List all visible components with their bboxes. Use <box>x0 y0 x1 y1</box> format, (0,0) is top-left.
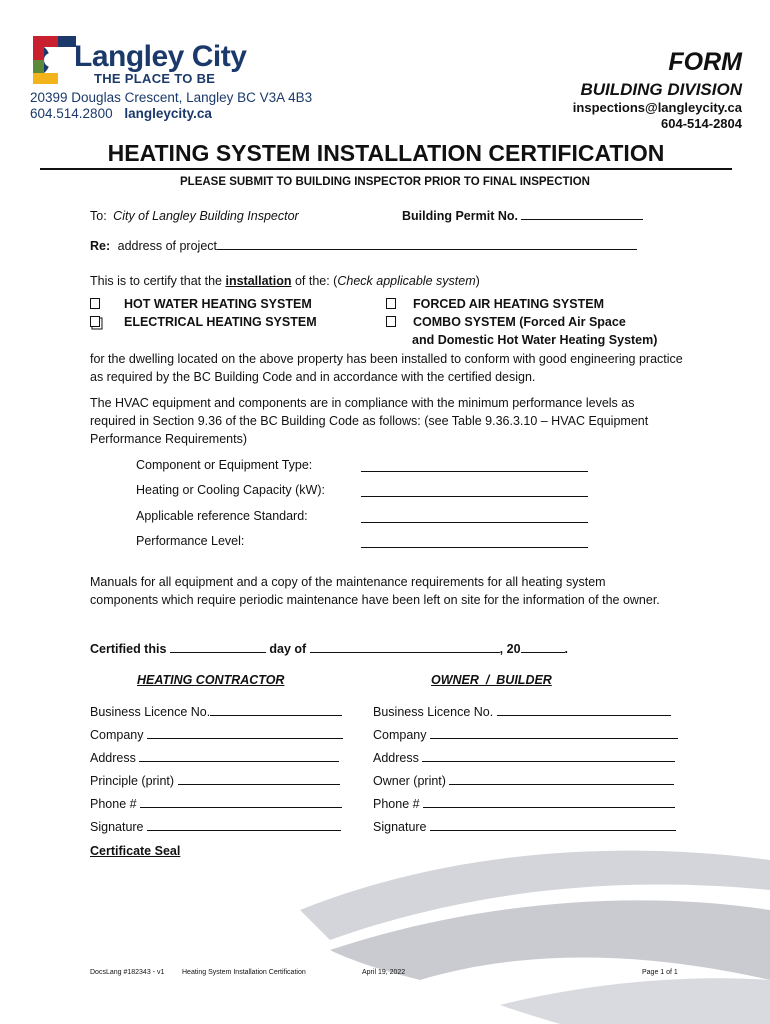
forced-air-checkbox[interactable] <box>386 298 396 309</box>
re-label: Re: <box>90 239 111 253</box>
owner-licence-row <box>373 705 683 728</box>
contractor-licence-label: Business Licence No. <box>90 705 211 719</box>
permit-label: Building Permit No. <box>402 209 518 223</box>
langley-city-logo-icon <box>30 33 80 87</box>
field-label-capacity: Heating or Cooling Capacity (kW): <box>136 483 325 497</box>
certify-prefix: This is to certify that the <box>90 274 222 288</box>
contractor-principle-field[interactable] <box>178 784 340 785</box>
combo-checkbox[interactable] <box>386 316 396 327</box>
owner-signature-field[interactable] <box>430 830 676 831</box>
certificate-seal-label: Certificate Seal <box>90 844 181 858</box>
certify-installation: installation <box>225 274 292 288</box>
contractor-company-label: Company <box>90 728 144 742</box>
manuals-paragraph: Manuals for all equipment and a copy of the maintenance requirements for all heating system components which require periodic maintenance have been left on site for the information of the owner. <box>90 575 660 607</box>
owner-licence-field[interactable] <box>497 715 671 716</box>
re-value: address of project <box>117 239 217 253</box>
footer-doc-name: Heating System Installation Certification <box>182 969 306 976</box>
owner-signature-label: Signature <box>373 820 427 834</box>
logo-name: Langley City <box>74 40 247 73</box>
field-label-standard: Applicable reference Standard: <box>136 509 308 523</box>
to-line <box>90 209 299 223</box>
component-type-field[interactable] <box>361 458 588 472</box>
owner-phone-label: Phone # <box>373 797 420 811</box>
contractor-principle-label: Principle (print) <box>90 774 175 788</box>
division-label: BUILDING DIVISION <box>580 80 742 99</box>
title-underline <box>40 140 732 170</box>
city-contact <box>30 106 212 121</box>
owner-licence-label: Business Licence No. <box>373 705 494 719</box>
division-phone: 604-514-2804 <box>661 116 742 131</box>
owner-print-field[interactable] <box>449 784 674 785</box>
certified-period: . <box>564 642 569 656</box>
contractor-licence-row <box>90 705 360 728</box>
owner-company-field[interactable] <box>430 738 678 739</box>
document-subtitle: PLEASE SUBMIT TO BUILDING INSPECTOR PRIOR TO FINAL INSPECTION <box>180 176 590 188</box>
owner-signature-row <box>373 820 683 843</box>
certified-day-field[interactable] <box>170 652 266 653</box>
certify-italic: Check applicable system <box>337 274 476 288</box>
document-title: HEATING SYSTEM INSTALLATION CERTIFICATION <box>107 140 665 166</box>
owner-address-row <box>373 751 683 774</box>
combo-label-1: COMBO SYSTEM (Forced Air Space <box>413 315 626 329</box>
electrical-checkbox[interactable] <box>90 316 100 327</box>
certify-suffix: ) <box>475 274 480 288</box>
contractor-signature-row <box>90 820 360 843</box>
owner-address-label: Address <box>373 751 419 765</box>
certify-line <box>90 274 480 288</box>
division-email[interactable]: inspections@langleycity.ca <box>572 100 742 115</box>
footer-date: April 19, 2022 <box>362 969 406 976</box>
contractor-fields <box>90 705 360 843</box>
field-label-performance: Performance Level: <box>136 534 245 548</box>
contractor-heading: HEATING CONTRACTOR <box>137 673 285 687</box>
city-website[interactable]: langleycity.ca <box>124 106 212 121</box>
reference-standard-field[interactable] <box>361 509 588 523</box>
combo-label-2: and Domestic Hot Water Heating System) <box>412 333 658 347</box>
owner-address-field[interactable] <box>422 761 675 762</box>
contractor-principle-row <box>90 774 360 797</box>
electrical-label: ELECTRICAL HEATING SYSTEM <box>124 315 317 329</box>
project-address-field[interactable] <box>217 249 637 250</box>
certified-this-label: Certified this <box>90 642 167 656</box>
owner-phone-field[interactable] <box>423 807 675 808</box>
option-electrical[interactable] <box>90 315 317 329</box>
contractor-signature-field[interactable] <box>147 830 341 831</box>
certified-line <box>90 642 568 656</box>
owner-company-label: Company <box>373 728 427 742</box>
contractor-phone-field[interactable] <box>140 807 342 808</box>
contractor-address-row <box>90 751 360 774</box>
hot-water-label: HOT WATER HEATING SYSTEM <box>124 297 312 311</box>
compliance-paragraph: for the dwelling located on the above property has been installed to conform with good engineering practice as required by the BC Building Code and in accordance with the certified design. <box>90 352 683 384</box>
to-label: To: <box>90 209 107 223</box>
certified-month-field[interactable] <box>310 652 500 653</box>
logo-tagline: THE PLACE TO BE <box>94 71 216 86</box>
contractor-address-field[interactable] <box>139 761 339 762</box>
certified-year-label: , 20 <box>499 642 521 656</box>
performance-level-field[interactable] <box>361 534 588 548</box>
owner-heading: OWNER / BUILDER <box>431 673 552 687</box>
field-label-component: Component or Equipment Type: <box>136 458 313 472</box>
permit-line <box>402 209 643 223</box>
footer-page: Page 1 of 1 <box>642 969 678 976</box>
certify-middle: of the: ( <box>294 274 338 288</box>
city-address: 20399 Douglas Crescent, Langley BC V3A 4B3 <box>30 90 313 105</box>
owner-print-row <box>373 774 683 797</box>
to-value: City of Langley Building Inspector <box>113 209 299 223</box>
background-swoosh <box>0 830 770 1024</box>
city-phone: 604.514.2800 <box>30 106 113 121</box>
forced-air-label: FORCED AIR HEATING SYSTEM <box>413 297 604 311</box>
certified-year-field[interactable] <box>521 652 565 653</box>
option-hot-water[interactable] <box>90 297 312 311</box>
contractor-company-row <box>90 728 360 751</box>
owner-company-row <box>373 728 683 751</box>
option-forced-air[interactable] <box>386 297 604 311</box>
contractor-phone-label: Phone # <box>90 797 137 811</box>
footer-doc-id: DocsLang #182343 - v1 <box>90 969 165 976</box>
option-combo[interactable] <box>386 315 626 329</box>
contractor-phone-row <box>90 797 360 820</box>
owner-phone-row <box>373 797 683 820</box>
form-label: FORM <box>668 48 742 76</box>
hot-water-checkbox[interactable] <box>90 298 100 309</box>
certified-day-of-label: day of <box>269 642 307 656</box>
contractor-company-field[interactable] <box>147 738 343 739</box>
re-line <box>90 239 637 253</box>
owner-print-label: Owner (print) <box>373 774 446 788</box>
contractor-licence-field[interactable] <box>210 715 342 716</box>
contractor-address-label: Address <box>90 751 136 765</box>
permit-number-field[interactable] <box>521 219 643 220</box>
hvac-paragraph: The HVAC equipment and components are in compliance with the minimum performance levels as required in Section 9.36 of the BC Building Code as follows: (see Table 9.36.3.10 – HVAC Equipment Performance Requirements) <box>90 396 649 446</box>
owner-fields <box>373 705 683 843</box>
contractor-signature-label: Signature <box>90 820 144 834</box>
capacity-field[interactable] <box>361 483 588 497</box>
